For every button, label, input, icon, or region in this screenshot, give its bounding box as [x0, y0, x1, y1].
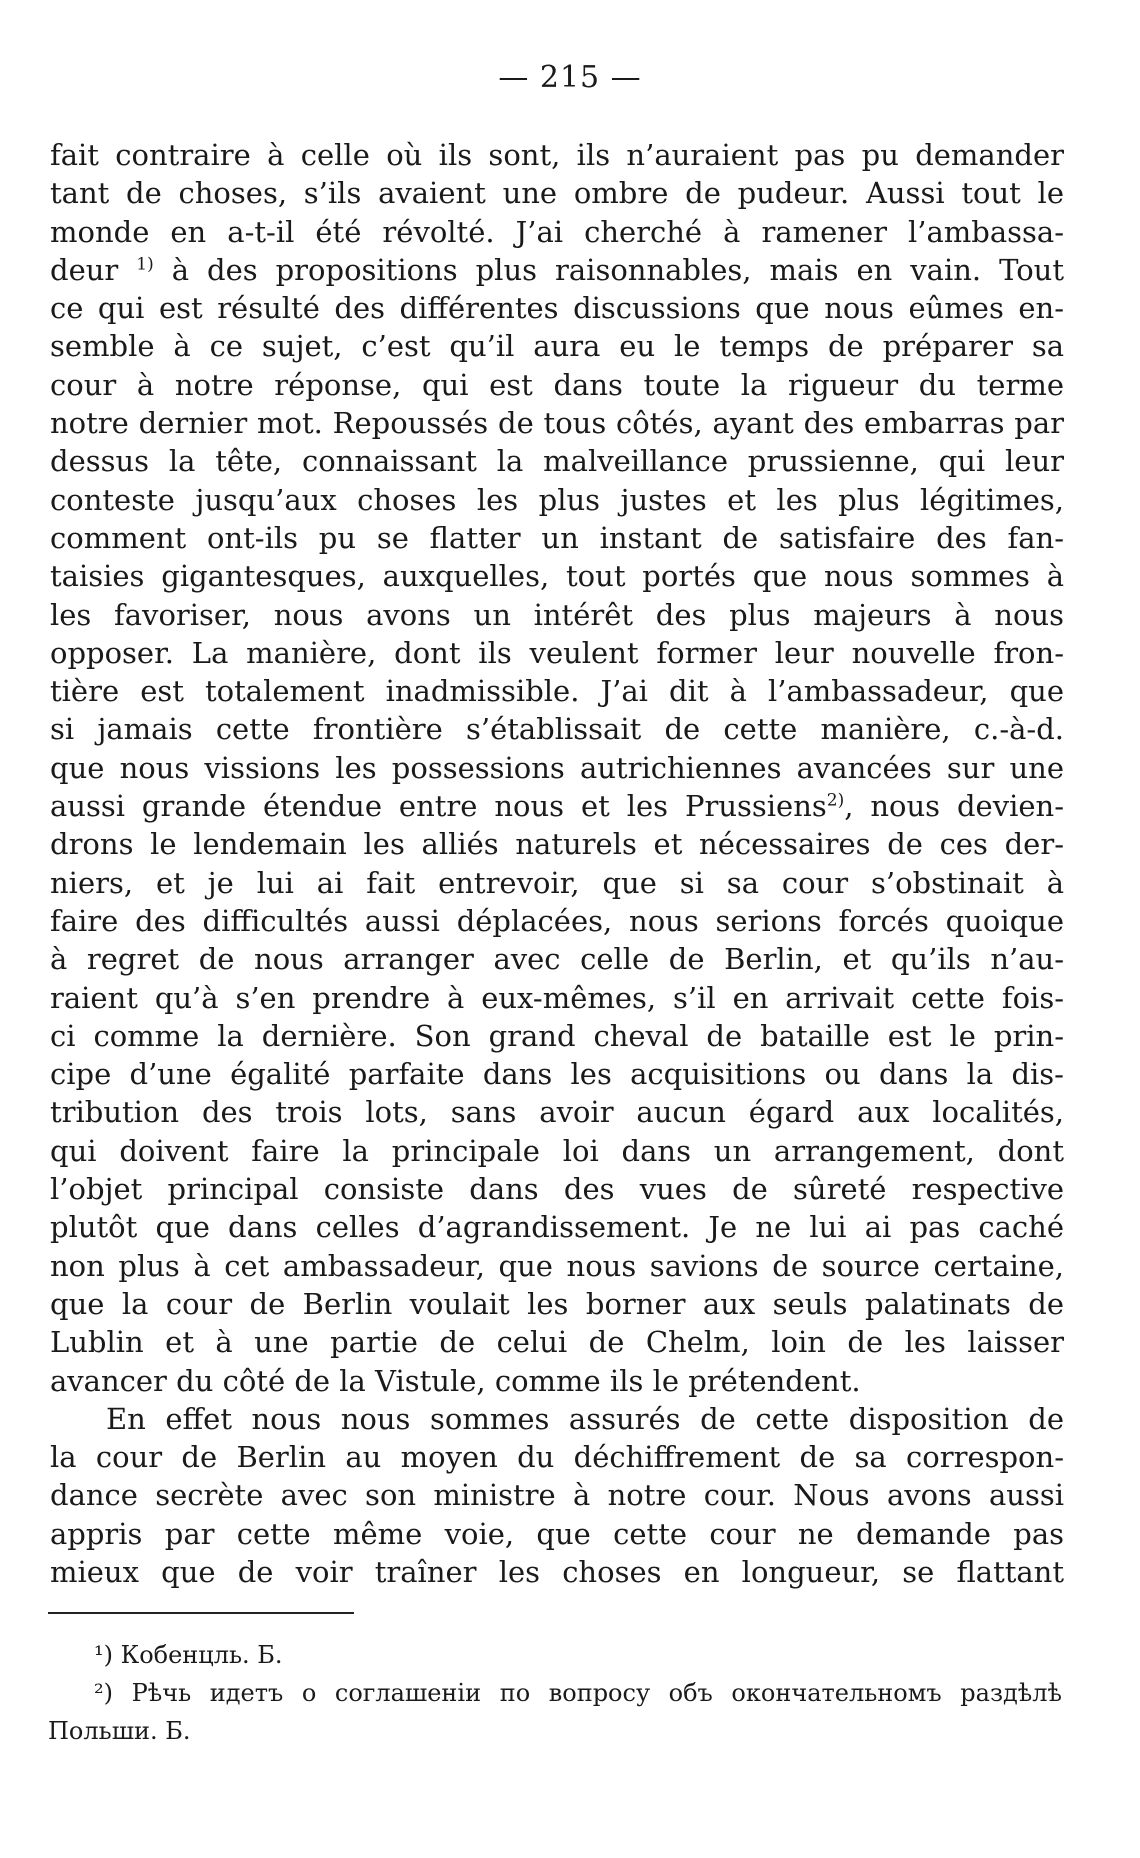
- footnote-2: ²) Рѣчь идетъ о соглашенiи по вопросу объ окончательномъ раздѣлѣ: [94, 1679, 1062, 1707]
- text-line: opposer. La manière, dont ils veulent former leur nouvelle fron-: [50, 635, 1064, 670]
- text-line: faire des difficultés aussi déplacées, nous serions forcés quoique: [50, 903, 1064, 938]
- text-line-with-footnote-ref: [50, 787, 1064, 825]
- text-line: raient qu’à s’en prendre à eux-mêmes, s’il en arrivait cette fois-: [50, 980, 1064, 1015]
- text-line: qui doivent faire la principale loi dans un arrangement, dont: [50, 1133, 1064, 1168]
- text-line: taisies gigantesques, auxquelles, tout portés que nous sommes à: [50, 559, 1064, 594]
- text-line: comment ont-ils pu se flatter un instant de satisfaire des fan-: [50, 520, 1064, 555]
- footnotes: [48, 1636, 1062, 1750]
- text-line: cipe d’une égalité parfaite dans les acquisitions ou dans la dis-: [50, 1057, 1064, 1092]
- paragraph-start-line: En effet nous nous sommes assurés de cette disposition de: [106, 1401, 1064, 1436]
- footnote-ref-1: 1): [136, 254, 154, 275]
- text-line: que nous vissions les possessions autrichiennes avancées sur une: [50, 750, 1064, 785]
- text-line: l’objet principal consiste dans des vues de sûreté respective: [50, 1172, 1064, 1207]
- paragraph-end-line: avancer du côté de la Vistule, comme ils le prétendent.: [50, 1363, 861, 1398]
- text-line: Lublin et à une partie de celui de Chelm, loin de les laisser: [50, 1325, 1064, 1360]
- footnote-1: ¹) Кобенцль. Б.: [94, 1641, 283, 1669]
- text-line: cour à notre réponse, qui est dans toute la rigueur du terme: [50, 367, 1064, 402]
- text-line: ce qui est résulté des différentes discussions que nous eûmes en-: [50, 291, 1064, 326]
- text-segment: , nous devien-: [844, 789, 1064, 824]
- text-line: niers, et je lui ai fait entrevoir, que si sa cour s’obstinait à: [50, 865, 1064, 900]
- text-line: dessus la tête, connaissant la malveillance prussienne, qui leur: [50, 444, 1064, 479]
- text-line: ci comme la dernière. Son grand cheval de bataille est le prin-: [50, 1018, 1064, 1053]
- text-line: tière est totalement inadmissible. J’ai dit à l’ambassadeur, que: [50, 674, 1064, 709]
- text-line: non plus à cet ambassadeur, que nous savions de source certaine,: [50, 1248, 1064, 1283]
- footnote-separator: [48, 1612, 354, 1614]
- text-line: notre dernier mot. Repoussés de tous côtés, ayant des embarras par: [50, 406, 1064, 441]
- text-segment: à des propositions plus raisonnables, mais en vain. Tout: [171, 252, 1065, 287]
- text-line: plutôt que dans celles d’agrandissement. Je ne lui ai pas caché: [50, 1210, 1064, 1245]
- text-line: dance secrète avec son ministre à notre cour. Nous avons aussi: [50, 1478, 1064, 1513]
- text-line: mieux que de voir traîner les choses en longueur, se flattant: [50, 1554, 1064, 1589]
- text-line: à regret de nous arranger avec celle de Berlin, et qu’ils n’au-: [50, 942, 1064, 977]
- text-line-with-footnote-ref: [50, 251, 1064, 289]
- page-number: — 215 —: [498, 60, 642, 95]
- text-line: la cour de Berlin au moyen du déchiffrement de sa correspon-: [50, 1440, 1064, 1475]
- text-line: si jamais cette frontière s’établissait de cette manière, c.-à-d.: [50, 712, 1064, 747]
- text-line: les favoriser, nous avons un intérêt des plus majeurs à nous: [50, 597, 1064, 632]
- text-line: conteste jusqu’aux choses les plus justes et les plus légitimes,: [50, 482, 1064, 517]
- footnote-2-continuation: Польши. Б.: [48, 1717, 191, 1745]
- text-segment: deur: [50, 252, 119, 287]
- text-line: monde en a-t-il été révolté. J’ai cherché à ramener l’ambassa-: [50, 214, 1064, 249]
- text-line: tribution des trois lots, sans avoir aucun égard aux localités,: [50, 1095, 1064, 1130]
- text-line: semble à ce sujet, c’est qu’il aura eu le temps de préparer sa: [50, 329, 1064, 364]
- body-text: [50, 136, 1064, 1591]
- text-line: fait contraire à celle où ils sont, ils n’auraient pas pu demander: [50, 138, 1064, 172]
- text-segment: aussi grande étendue entre nous et les Prussiens: [50, 789, 827, 824]
- text-line: appris par cette même voie, que cette cour ne demande pas: [50, 1516, 1064, 1551]
- text-line: tant de choses, s’ils avaient une ombre de pudeur. Aussi tout le: [50, 176, 1064, 211]
- text-line: que la cour de Berlin voulait les borner aux seuls palatinats de: [50, 1286, 1064, 1321]
- text-line: drons le lendemain les alliés naturels et nécessaires de ces der-: [50, 827, 1064, 862]
- footnote-ref-2: 2): [826, 790, 845, 811]
